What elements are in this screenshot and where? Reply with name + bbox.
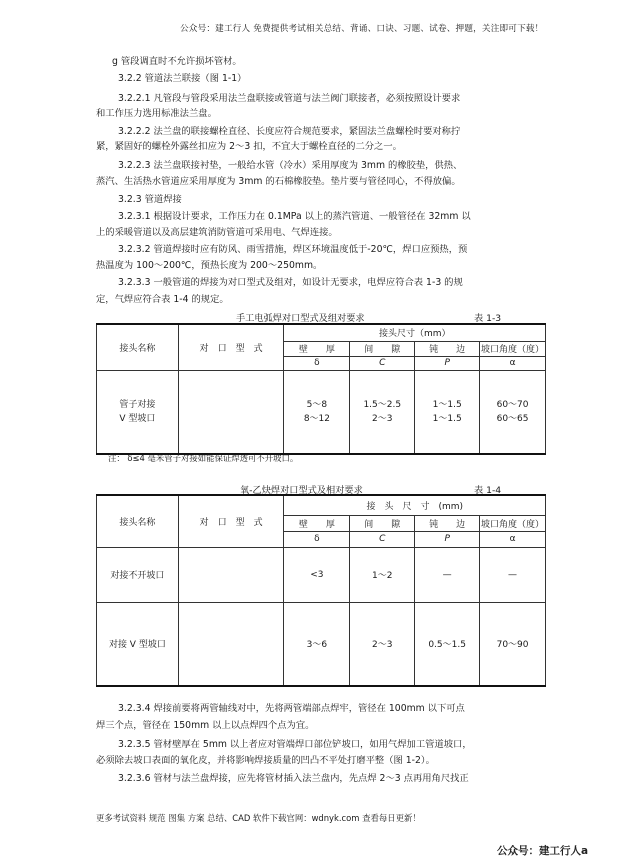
table1-sym: δ xyxy=(284,356,350,370)
table2-cell: <3 xyxy=(284,547,350,602)
table1-col: 钝 边 xyxy=(415,341,480,356)
table1-note: 注： δ≤4 毫米管子对接如能保证焊透可不开坡口。 xyxy=(108,453,299,463)
table2-sym: P xyxy=(415,531,480,547)
table2-cell: 0.5～1.5 xyxy=(415,602,480,686)
table2-row-name: 对接 V 型坡口 xyxy=(97,602,179,686)
table2-row-form xyxy=(178,547,284,602)
text-line: 蒸汽、生活热水管道应采用厚度为 3mm 的石棉橡胶垫。垫片要与管径同心，不得放偏。 xyxy=(96,176,461,187)
watermark: 公众号：建工行人a xyxy=(497,845,589,857)
section-heading: 3.2.2 管道法兰联接（图 1-1） xyxy=(118,73,247,84)
table1-head-size: 接头尺寸（mm） xyxy=(284,324,546,341)
table2-head-size: 接 头 尺 寸 (mm) xyxy=(284,495,546,515)
text-line: 3.2.3.4 焊接前要将两管轴线对中，先将两管端部点焊牢，管径在 100mm 以下可点 xyxy=(118,703,465,714)
table2-col: 坡口角度（度） xyxy=(480,515,546,531)
table1-cell: 1.5～2.5 2～3 xyxy=(350,370,415,454)
table2-cell: — xyxy=(480,547,546,602)
text-line: 紧，紧固好的螺栓外露丝扣应为 2～3 扣，不宜大于螺栓直径的二分之一。 xyxy=(96,141,402,152)
text-line: 和工作压力选用标准法兰盘。 xyxy=(96,108,217,119)
table2-row-form xyxy=(178,602,284,686)
table2 xyxy=(96,494,546,687)
text-line: 3.2.2.2 法兰盘的联接螺栓直径、长度应符合规范要求，紧固法兰盘螺栓时要对称拧 xyxy=(118,126,461,137)
text-line: 定，气焊应符合表 1-4 的规定。 xyxy=(96,294,229,305)
table2-col: 间 隙 xyxy=(350,515,415,531)
table1-col: 间 隙 xyxy=(350,341,415,356)
table1-sym: C xyxy=(350,356,415,370)
text-line: 3.2.3.3 一般管道的焊接为对口型式及组对，如设计无要求，电焊应符合表 1-3 的规 xyxy=(118,277,463,288)
table2-head-form: 对 口 型 式 xyxy=(178,495,284,547)
table2-title: 氧-乙炔焊对口型式及相对要求 xyxy=(240,485,363,496)
table1-cell: 5～8 8～12 xyxy=(284,370,350,454)
table1-head-joint: 接头名称 xyxy=(97,324,179,370)
table1-cell: 60～70 60～65 xyxy=(480,370,546,454)
table1-col: 壁 厚 xyxy=(284,341,350,356)
table2-cell: 2～3 xyxy=(350,602,415,686)
table2-cell: — xyxy=(415,547,480,602)
table1 xyxy=(96,323,546,455)
table2-sym: α xyxy=(480,531,546,547)
text-line: 3.2.3.6 管材与法兰盘焊接，应先将管材插入法兰盘内，先点焊 2～3 点再用角尺找正 xyxy=(118,773,469,784)
table1-head-form: 对 口 型 式 xyxy=(178,324,284,370)
table2-col: 钝 边 xyxy=(415,515,480,531)
table2-cell: 3～6 xyxy=(284,602,350,686)
table2-cell: 70～90 xyxy=(480,602,546,686)
text-line: 必须除去坡口表面的氧化皮，并将影响焊接质量的凹凸不平处打磨平整（图 1-2）。 xyxy=(96,755,435,766)
text-line: 3.2.3.2 管道焊接时应有防风、雨雪措施，焊区环境温度低于-20℃，焊口应预热，预 xyxy=(118,244,468,255)
table1-sym: P xyxy=(415,356,480,370)
table1-row-form xyxy=(178,370,284,454)
table2-sym: δ xyxy=(284,531,350,547)
page-header: 公众号：建工行人 免费提供考试相关总结、背诵、口诀、习题、试卷、押题，关注即可下载！ xyxy=(180,24,544,34)
table1-sym: α xyxy=(480,356,546,370)
page-footer: 更多考试资料 规范 图集 方案 总结、CAD 软件下载官网：wdnyk.com 查看每日更新！ xyxy=(96,813,421,823)
table2-number: 表 1-4 xyxy=(474,485,502,496)
text-line: 上的采暖管道以及高层建筑消防管道可采用电、气焊连接。 xyxy=(96,227,338,238)
table2-sym: C xyxy=(350,531,415,547)
table2-row-name: 对接不开坡口 xyxy=(97,547,179,602)
text-line: g 管段调直时不允许损坏管材。 xyxy=(112,56,242,67)
text-line: 3.2.2.1 凡管段与管段采用法兰盘联接或管道与法兰阀门联接者，必须按照设计要求 xyxy=(118,93,461,104)
text-line: 3.2.3.1 根据设计要求，工作压力在 0.1MPa 以上的蒸汽管道、一般管径在 32mm 以 xyxy=(118,211,471,222)
text-line: 焊三个点，管径在 150mm 以上以点焊四个点为宜。 xyxy=(96,720,315,731)
table2-col: 壁 厚 xyxy=(284,515,350,531)
table1-cell: 1～1.5 1～1.5 xyxy=(415,370,480,454)
table2-cell: 1～2 xyxy=(350,547,415,602)
text-line: 热温度为 100～200℃，预热长度为 200～250mm。 xyxy=(96,260,323,271)
text-line: 3.2.3.5 管材壁厚在 5mm 以上者应对管端焊口部位铲坡口，如用气焊加工管道坡口， xyxy=(118,739,472,750)
table1-title: 手工电弧焊对口型式及组对要求 xyxy=(236,313,365,324)
table1-col: 坡口角度（度） xyxy=(480,341,546,356)
table1-row-name: 管子对接 V 型坡口 xyxy=(97,370,179,454)
table1-number: 表 1-3 xyxy=(474,313,502,324)
table2-head-joint: 接头名称 xyxy=(97,495,179,547)
section-heading: 3.2.3 管道焊接 xyxy=(118,194,182,205)
text-line: 3.2.2.3 法兰盘联接衬垫，一般给水管（冷水）采用厚度为 3mm 的橡胶垫，供热、 xyxy=(118,160,463,171)
